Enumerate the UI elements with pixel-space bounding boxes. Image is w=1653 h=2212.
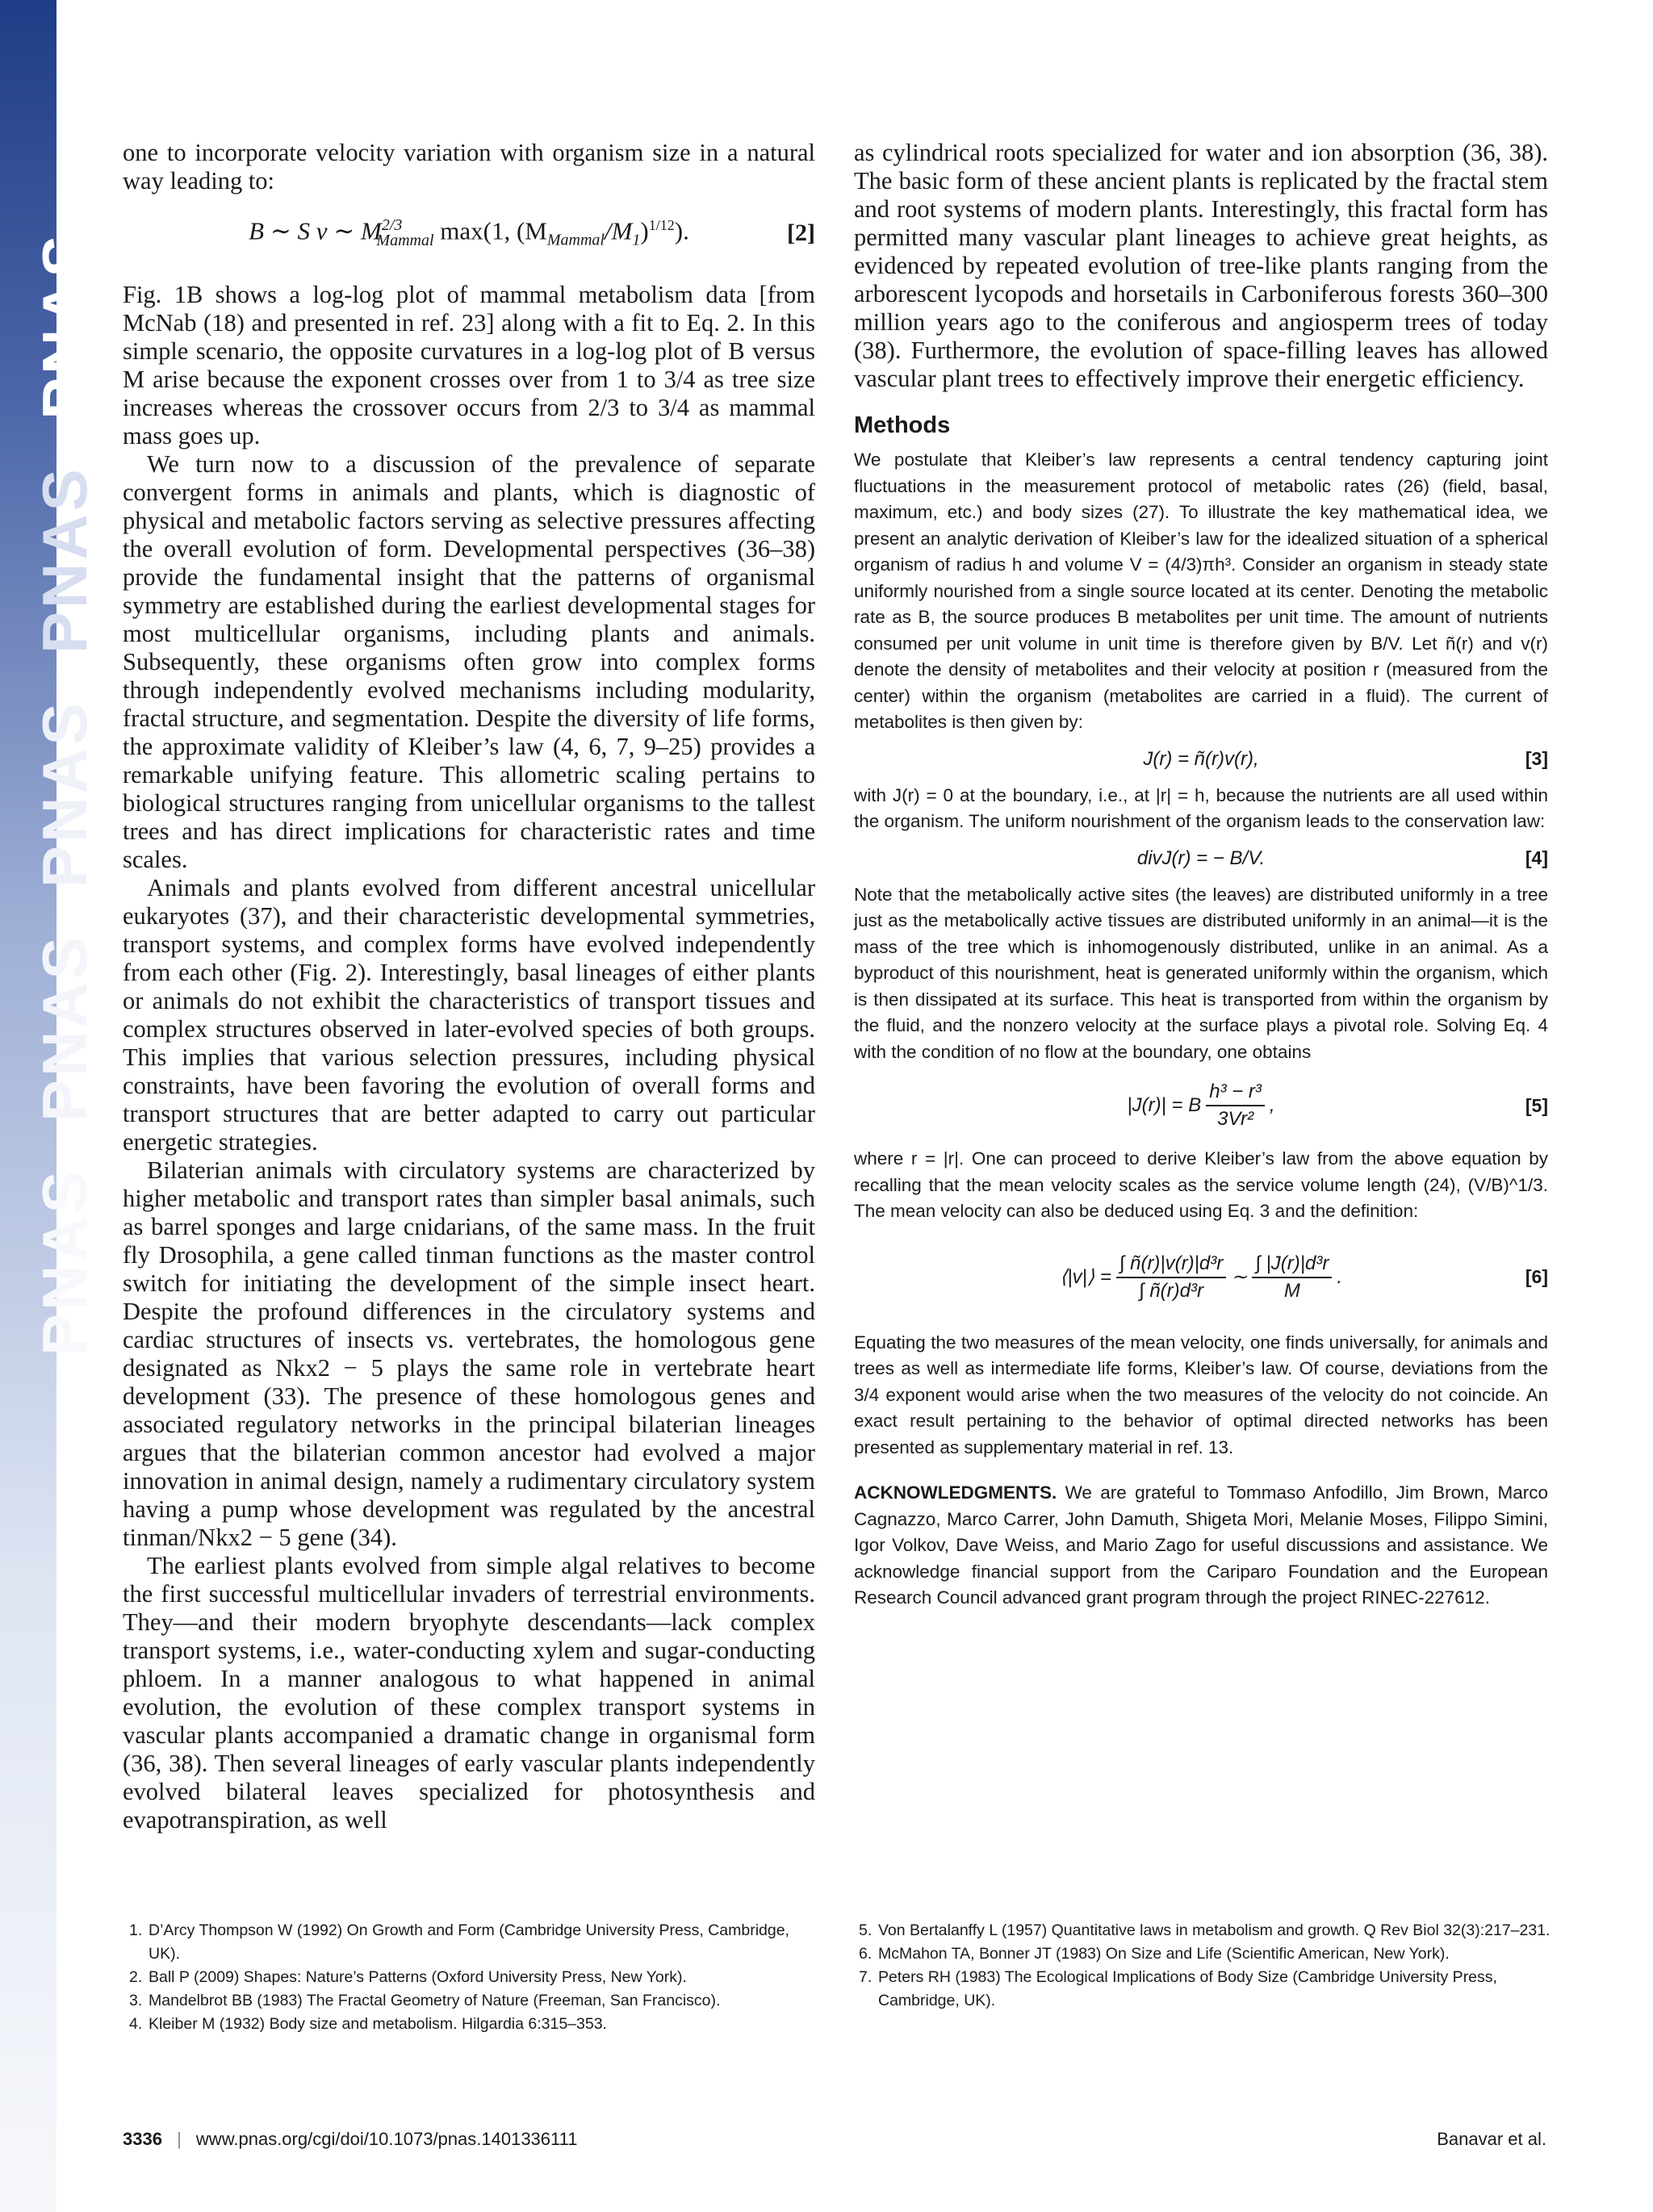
ack-body: We are grateful to Tommaso Anfodillo, Jim Brown, Marco Cagnazzo, Marco Carrer, John Damuth, Shigeta Mori, Melanie Moses, Filippo Simini, Igor Volkov, Dave Weiss, and Mario Zago for useful discussions and assistance. We acknowledge financial support from the Cariparo Foundation and the European Research Council advanced grant program through the project RINEC-227612. <box>854 1482 1548 1608</box>
references-left <box>129 1919 815 2036</box>
sidebar-logo-2: PNAS <box>29 466 100 654</box>
equation-3 <box>854 736 1548 783</box>
eq5-number: [5] <box>1525 1094 1548 1116</box>
left-para-2: Fig. 1B shows a log-log plot of mammal metabolism data [from McNab (18) and presented in ref. 23] along with a fit to Eq. 2. In this simple scenario, the opposite curvatures in a log-log plot of B versus M arise because the exponent crosses over from 1 to 3/4 as tree size increases whereas the crossover occurs from 2/3 to 3/4 as mammal mass goes up. <box>123 281 815 450</box>
methods-para-2: with J(r) = 0 at the boundary, i.e., at |r| = h, because the nutrients are all used within the organism. The uniform nourishment of the organism leads to the conservation law: <box>854 784 1548 831</box>
eq5-denominator: 3Vr² <box>1217 1108 1254 1130</box>
ack-heading: ACKNOWLEDGMENTS. <box>854 1482 1057 1503</box>
acknowledgments <box>854 1480 1548 1612</box>
eq6-fraction-1 <box>1116 1252 1226 1303</box>
equation-4 <box>854 835 1548 882</box>
reference-item: 3. Mandelbrot BB (1983) The Fractal Geometry of Nature (Freeman, San Francisco). <box>129 1992 721 2009</box>
eq2-expression: B ∼ S v ∼ $M^{2/3}_{Mammal}$ max(1, $(M_{Mammal}/M_1)^{1/12}$). <box>249 216 689 249</box>
eq3-number: [3] <box>1525 748 1548 769</box>
eq5-fraction <box>1206 1081 1265 1131</box>
equation-5 <box>854 1065 1548 1146</box>
footer-separator: | <box>177 2129 182 2149</box>
right-para-1: as cylindrical roots specialized for water and ion absorption (36, 38). The basic form of these ancient plants is replicated by the fractal stem and root systems of modern plants. Interestingly, this fractal form has permitted many vascular plant lineages to achieve great heights, as evidenced by repeated evolution of tree-like plants ranging from the arborescent lycopods and horsetails in Carboniferous forests 360–300 million years ago to the coniferous and angiosperm trees of today (38). Furthermore, the evolution of space-filling leaves has allowed vascular plant trees to effectively improve their energetic efficiency. <box>854 139 1548 392</box>
left-para-3: We turn now to a discussion of the prevalence of separate convergent forms in animals and plants, which is diagnostic of physical and metabolic factors serving as selective pressures affecting the overall evolution of form. Developmental perspectives (36–38) provide the fundamental insight that the patterns of organismal symmetry are established during the earliest developmental stages for most multicellular organisms, including plants and animals. Subsequently, these organisms often grow into complex forms through independently evolved mechanisms including modularity, fractal structure, and segmentation. Despite the diversity of life forms, the approximate validity of Kleiber’s law (4, 6, 7, 9–25) provides a remarkable unifying feature. This allometric scaling pertains to biological structures ranging from unicellular organisms to the tallest trees and has direct implications for characteristic rates and time scales. <box>123 450 815 873</box>
eq6-fraction-2 <box>1252 1252 1332 1303</box>
doi-link[interactable]: www.pnas.org/cgi/doi/10.1073/pnas.1401336111 <box>195 2129 578 2149</box>
eq6-sim: ∼ <box>1231 1266 1248 1288</box>
footer-left <box>123 2129 577 2150</box>
right-column <box>854 139 1548 1612</box>
reference-item: 7. Peters RH (1983) The Ecological Implications of Body Size (Cambridge University Press, Cambridge, UK). <box>859 1968 1497 2009</box>
page-footer <box>123 2129 1546 2150</box>
methods-para-5: Equating the two measures of the mean velocity, one finds universally, for animals and trees as well as intermediate life forms, Kleiber’s law. Of course, deviations from the 3/4 exponent would arise when the two measures of the velocity do not coincide. An exact result pertaining to the behavior of optimal directed networks has been presented as supplementary material in ref. 13. <box>854 1332 1548 1457</box>
reference-item: 1. D’Arcy Thompson W (1992) On Growth and Form (Cambridge University Press, Cambridge, UK). <box>129 1921 789 1963</box>
reference-item: 6. McMahon TA, Bonner JT (1983) On Size and Life (Scientific American, New York). <box>859 1945 1450 1963</box>
reference-item: 4. Kleiber M (1932) Body size and metabolism. Hilgardia 6:315–353. <box>129 2015 607 2033</box>
eq5-lhs: |J(r)| = B <box>1127 1094 1202 1116</box>
eq6-tail: . <box>1337 1265 1343 1288</box>
page-number: 3336 <box>123 2129 162 2149</box>
sidebar-logo-5: PNAS <box>29 1168 100 1356</box>
methods-heading: Methods <box>854 412 951 438</box>
left-column <box>123 139 815 1834</box>
eq4-number: [4] <box>1525 847 1548 868</box>
methods-para-1: We postulate that Kleiber’s law represents a central tendency capturing joint fluctuations in the measurement protocol of metabolic rates (26) (field, basal, maximum, etc.) and body sizes (27). To illustrate the key mathematical idea, we present an analytic derivation of Kleiber’s law for the idealized situation of a spherical organism of radius h and volume V = (4/3)πh³. Consider an organism in steady state uniformly nourished from a single source located at its center. Denoting the metabolic rate as B, the source produces B metabolites per unit time. The amount of nutrients consumed per unit volume in unit time is therefore given by B/V. Let ñ(r) and v(r) denote the density of metabolites and their velocity at position r (measured from the center) within the organism (metabolites are carried in a fluid). The current of metabolites is then given by: <box>854 450 1548 732</box>
eq6-denominator-1: ∫ ñ(r)d³r <box>1139 1279 1203 1302</box>
left-para-5: Bilaterian animals with circulatory systems are characterized by higher metabolic and transport rates than simpler basal animals, such as barrel sponges and large cnidarians, of the same mass. In the fruit fly Drosophila, a gene called tinman functions as the master control switch for initiating the development of the simple insect heart. Despite the profound differences in the circulatory systems and cardiac structures of insects vs. vertebrates, the homologous gene designated as Nkx2 − 5 plays the same role in vertebrate heart development (33). The presence of these homologous genes and associated regulatory networks in the principal bilaterian lineages argues that the bilaterian common ancestor had evolved a major innovation in animal design, namely a rudimentary circulatory system having a pump whose development was regulated by the ancestral tinman/Nkx2 − 5 gene (34). <box>123 1156 815 1551</box>
eq6-denominator-2: M <box>1283 1279 1300 1302</box>
methods-para-4: where r = |r|. One can proceed to derive Kleiber’s law from the above equation by recalling that the mean velocity scales as the service volume length (24), (V/B)^1/3. The mean velocity can also be deduced using Eq. 3 and the definition: <box>854 1148 1548 1221</box>
eq5-tail: , <box>1269 1094 1275 1116</box>
equation-2 <box>123 200 815 266</box>
reference-item: 2. Ball P (2009) Shapes: Nature’s Patterns (Oxford University Press, New York). <box>129 1968 687 1986</box>
sidebar-logo-3: PNAS <box>29 700 100 888</box>
methods-para-3: Note that the metabolically active sites (the leaves) are distributed uniformly in a tree just as the metabolically active tissues are distributed uniformly in an animal—it is the mass of the tree which is inhomogenously distributed, unlike in an animal. As a byproduct of this nourishment, heat is generated uniformly within the organism, which is then dissipated at its surface. This heat is transported from within the organism by the fluid, and the nonzero velocity at the surface plays a pivotal role. Solving Eq. 4 with the condition of no flow at the boundary, one obtains <box>854 884 1548 1062</box>
reference-item: 5. Von Bertalanffy L (1957) Quantitative laws in metabolism and growth. Q Rev Biol 32(3):217–231. <box>859 1921 1550 1939</box>
eq6-numerator-1: ∫ ñ(r)|v(r)|d³r <box>1116 1252 1226 1278</box>
eq6-number: [6] <box>1525 1266 1548 1287</box>
sidebar-logo-4: PNAS <box>29 934 100 1122</box>
footer-authors: Banavar et al. <box>1437 2129 1546 2149</box>
eq6-numerator-2: ∫ |J(r)|d³r <box>1252 1252 1332 1278</box>
sidebar-logo-text <box>0 232 100 1404</box>
journal-sidebar <box>0 0 100 2212</box>
eq2-number: [2] <box>787 220 815 246</box>
left-para-4: Animals and plants evolved from different ancestral unicellular eukaryotes (37), and their characteristic developmental symmetries, transport systems, and complex forms have evolved independently from each other (Fig. 2). Interestingly, basal lineages of either plants or animals do not exhibit the characteristics of transport tissues and complex structures observed in later-evolved species of both groups. This implies that various selection pressures, including physical constraints, have been favoring the evolution of overall forms and transport structures that are better adapted to carry out particular energetic strategies. <box>123 874 815 1156</box>
eq6-lhs: ⟨|v|⟩ = <box>1059 1266 1111 1288</box>
references-right <box>859 1919 1553 2013</box>
eq5-numerator: h³ − r³ <box>1206 1081 1265 1106</box>
left-para-1: one to incorporate velocity variation with organism size in a natural way leading to: <box>123 139 815 194</box>
sidebar-logo-1: PNAS <box>29 232 100 420</box>
eq3-expression: J(r) = ñ(r)v(r), <box>1143 747 1259 770</box>
equation-6 <box>854 1225 1548 1330</box>
left-para-6: The earliest plants evolved from simple algal relatives to become the first successful multicellular invaders of terrestrial environments. They—and their modern bryophyte descendants—lack complex transport systems, i.e., water-conducting xylem and sugar-conducting phloem. In a manner analogous to what happened in animal evolution, the evolution of these complex transport systems in vascular plants accompanied a dramatic change in organismal form (36, 38). Then several lineages of early vascular plants independently evolved bilateral leaves specialized for photosynthesis and evapotranspiration, as well <box>123 1552 815 1834</box>
eq4-expression: divJ(r) = − B/V. <box>1136 847 1266 869</box>
